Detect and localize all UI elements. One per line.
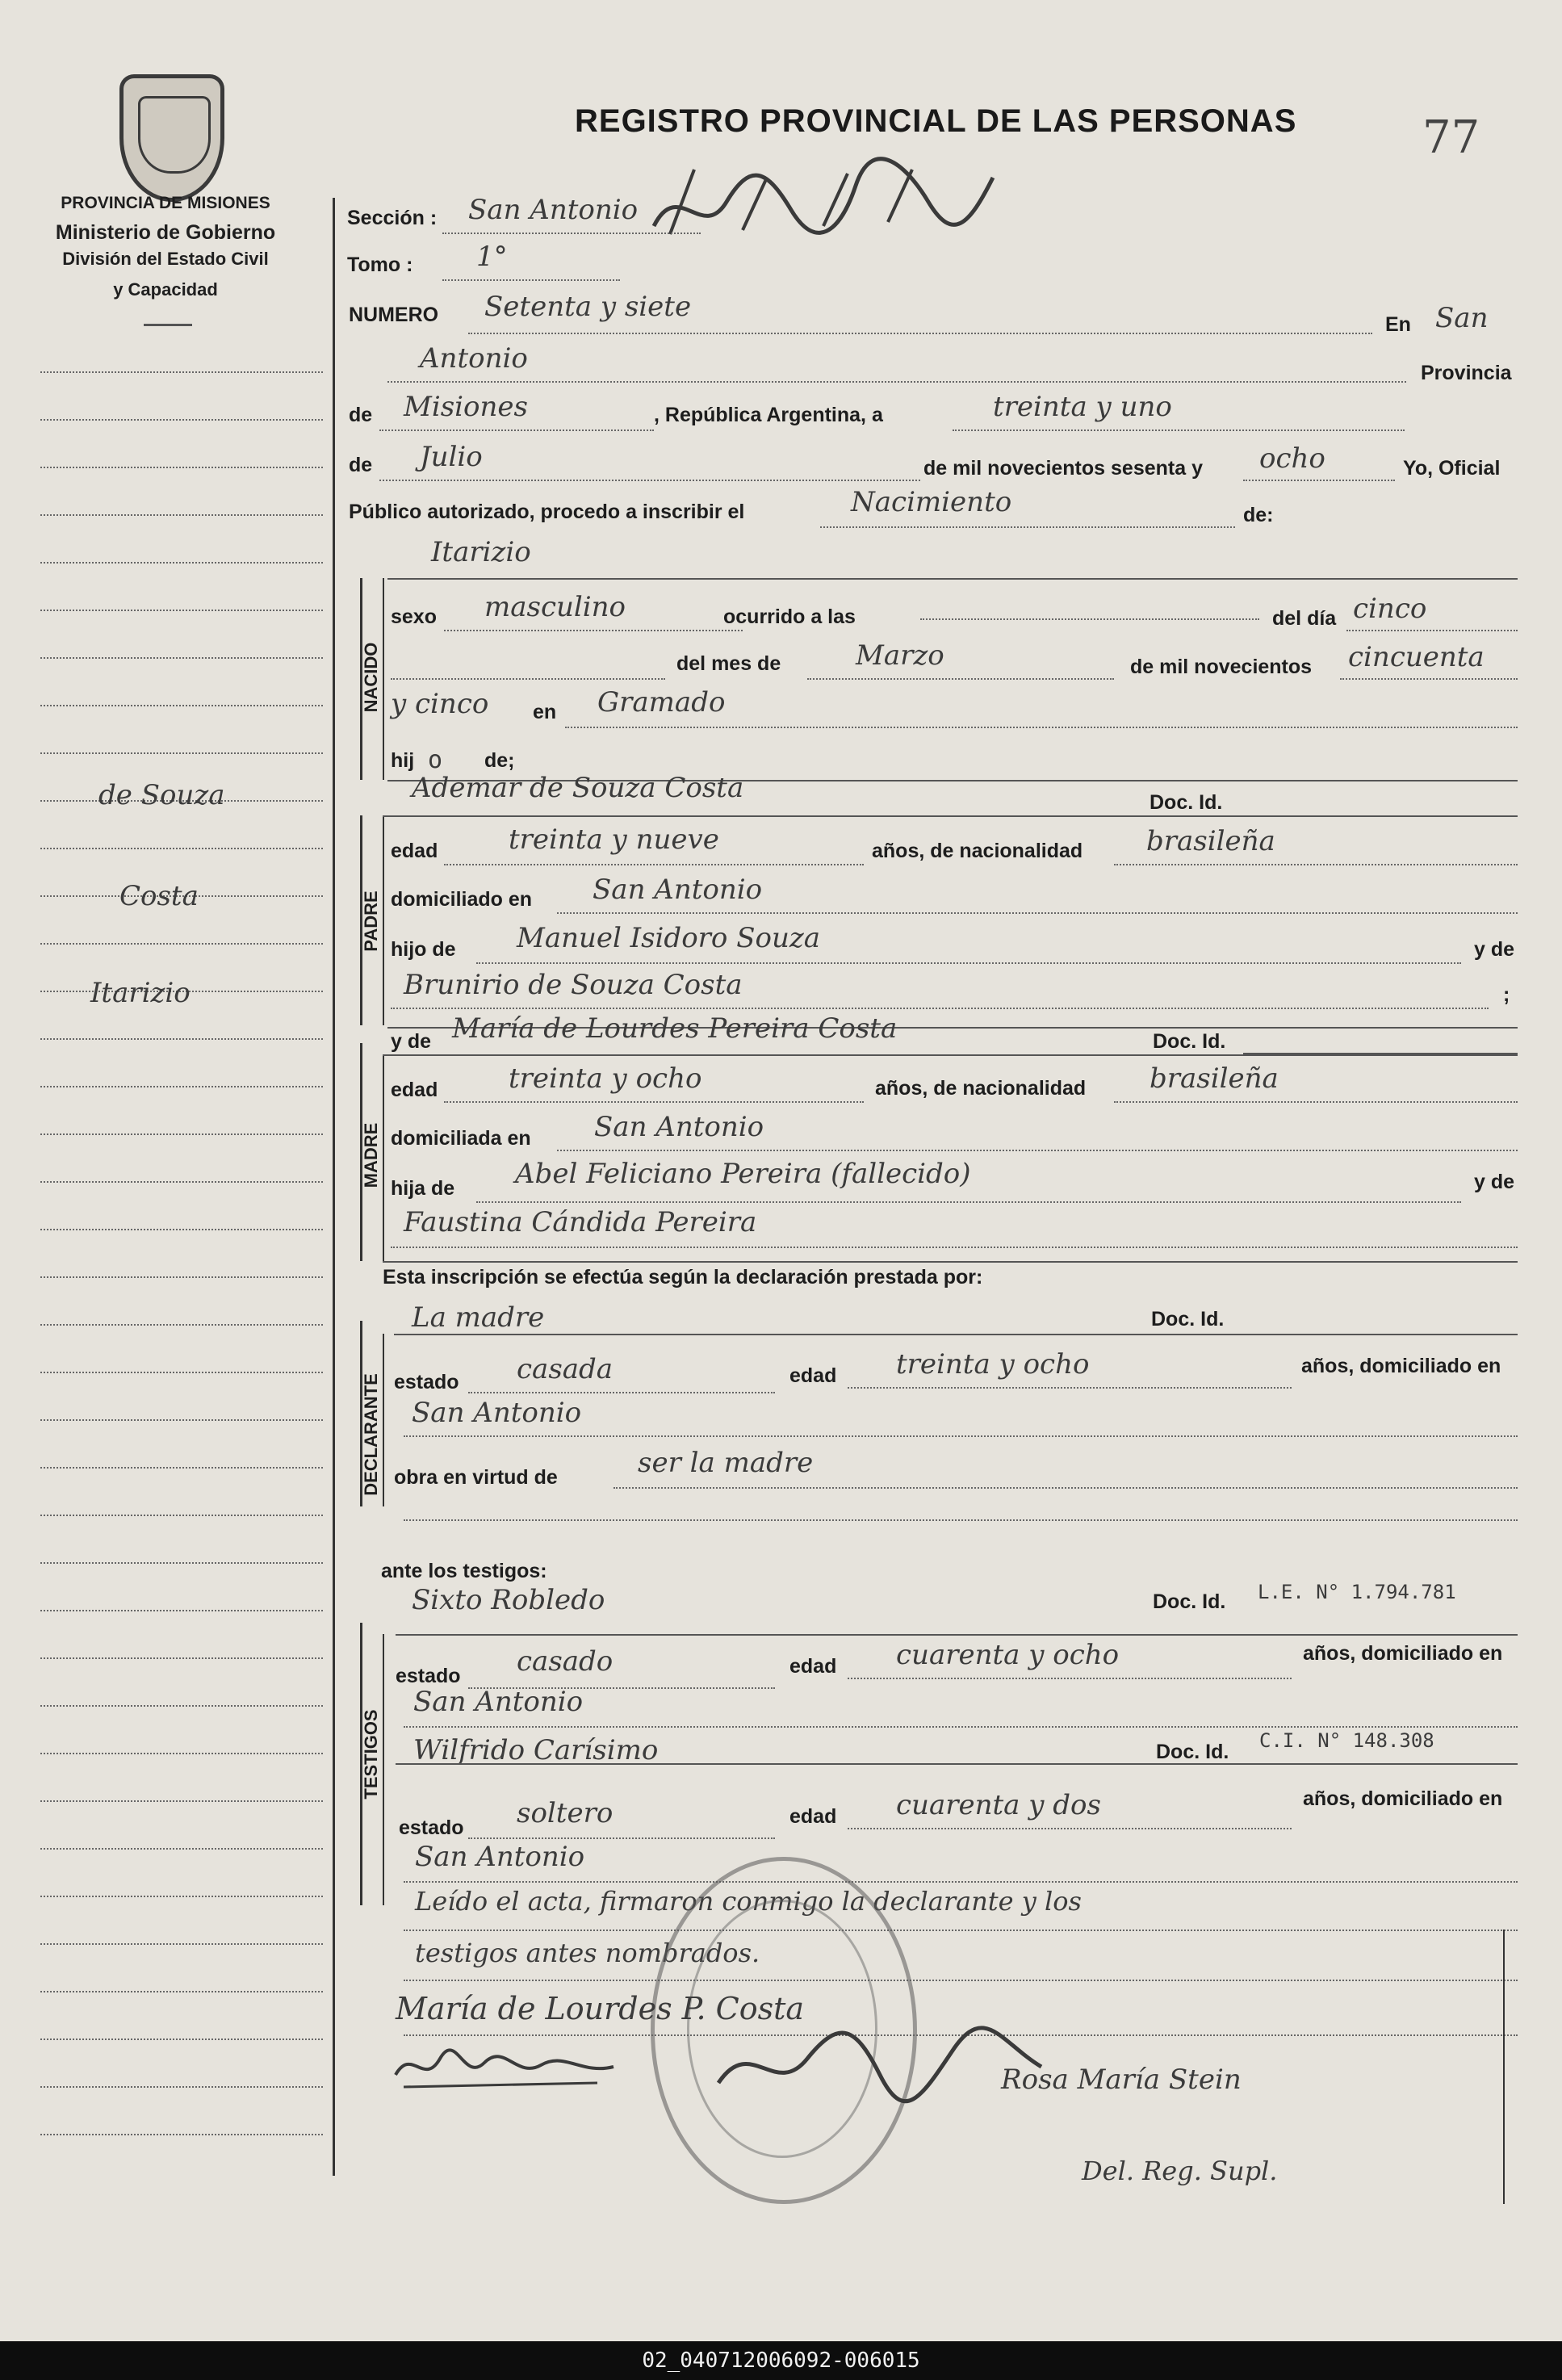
testigo2-nombre: Wilfrido Carísimo	[413, 1734, 659, 1766]
yo-label: Yo, Oficial	[1403, 457, 1501, 480]
dotline	[379, 429, 654, 431]
margin-dotline	[40, 943, 323, 945]
header-rule	[144, 324, 192, 326]
dotline	[848, 1678, 1292, 1679]
dotline	[565, 727, 1518, 728]
line	[383, 815, 1518, 817]
margin-dotline	[40, 1038, 323, 1040]
dotline	[442, 279, 620, 281]
padre-domicilio-value: San Antonio	[593, 874, 763, 906]
padre-nacionalidad-label: años, de nacionalidad	[872, 840, 1083, 862]
testigo2-doc: C.I. N° 148.308	[1259, 1729, 1434, 1752]
declarante-obra-label: obra en virtud de	[394, 1466, 558, 1489]
signature-madre: María de Lourdes P. Costa	[396, 1991, 805, 2026]
testigo1-edad: cuarenta y ocho	[896, 1639, 1120, 1671]
testigo1-doc: L.E. N° 1.794.781	[1258, 1581, 1456, 1603]
line	[396, 1763, 1518, 1765]
dotline	[404, 1881, 1518, 1883]
margin-dotline	[40, 1943, 323, 1945]
testigo1-estado-label: estado	[396, 1665, 461, 1687]
sexo-value: masculino	[484, 591, 626, 623]
seccion-value: San Antonio	[468, 194, 639, 226]
hijo-label: hij	[391, 749, 415, 772]
dotline	[1346, 630, 1518, 631]
padre-edad-value: treinta y nueve	[509, 823, 719, 856]
margin-dotline	[40, 1181, 323, 1183]
province-name: PROVINCIA DE MISIONES	[61, 194, 270, 212]
madre-nombre: María de Lourdes Pereira Costa	[452, 1012, 898, 1045]
testigo1-domicilio-label: años, domiciliado en	[1303, 1642, 1503, 1665]
dotline	[848, 1828, 1292, 1829]
crossed-out-scrawl	[646, 153, 1001, 250]
margin-dotline	[40, 1324, 323, 1326]
dotline	[391, 1008, 1489, 1009]
ocurrido-label: ocurrido a las	[723, 605, 856, 628]
testigo1-doc-label: Doc. Id.	[1153, 1590, 1226, 1613]
line	[396, 1634, 1518, 1636]
sexo-label: sexo	[391, 605, 437, 628]
testigo2-estado: soltero	[517, 1797, 613, 1829]
dotline	[820, 526, 1235, 528]
ministry-name: Ministerio de Gobierno	[55, 221, 276, 244]
margin-dotline	[40, 2134, 323, 2135]
madre-madre-value: Faustina Cándida Pereira	[404, 1206, 757, 1238]
dotline	[476, 1201, 1461, 1203]
dotline	[404, 1726, 1518, 1728]
margin-dotline	[40, 1467, 323, 1469]
margin-dotline	[40, 1800, 323, 1802]
testigo1-edad-label: edad	[789, 1655, 837, 1678]
madre-nacionalidad-value: brasileña	[1150, 1062, 1279, 1095]
line	[394, 1334, 1518, 1335]
tomo-label: Tomo :	[347, 254, 413, 276]
signature-title: Del. Reg. Supl.	[1082, 2156, 1278, 2186]
signature-testigo-scrawl	[387, 2043, 630, 2091]
hijo-de-label: de;	[484, 749, 515, 772]
margin-dotline	[40, 2086, 323, 2088]
hijo-value: o	[428, 746, 443, 774]
page-number: 77	[1422, 111, 1480, 164]
testigo1-domicilio: San Antonio	[413, 1686, 584, 1718]
margin-separator	[333, 198, 335, 2176]
dotline	[387, 381, 1406, 383]
leido-line-2: testigos antes nombrados.	[415, 1938, 760, 1968]
padre-madre-value: Brunirio de Souza Costa	[404, 969, 743, 1001]
margin-dotline	[40, 848, 323, 849]
margin-dotline	[40, 514, 323, 516]
division-name-2: y Capacidad	[113, 279, 218, 300]
dotline	[379, 480, 920, 481]
margin-dotline	[40, 562, 323, 564]
padre-nombre: Ademar de Souza Costa	[412, 772, 744, 804]
signature-stein: Rosa María Stein	[1001, 2064, 1242, 2096]
madre-doc-label: Doc. Id.	[1153, 1030, 1226, 1053]
document-title: REGISTRO PROVINCIAL DE LAS PERSONAS	[575, 103, 1297, 139]
tomo-value: 1°	[476, 241, 508, 273]
numero-label: NUMERO	[349, 304, 439, 326]
margin-dotline	[40, 371, 323, 373]
padre-hijo-value: Manuel Isidoro Souza	[517, 922, 821, 954]
margin-dotline	[40, 610, 323, 611]
margin-dotline	[40, 1276, 323, 1278]
dotline	[404, 1519, 1518, 1521]
en-value-2: Antonio	[420, 342, 528, 375]
dotline	[476, 962, 1461, 964]
testigo2-edad-label: edad	[789, 1805, 837, 1828]
image-identifier: 02_040712006092-006015	[0, 2341, 1562, 2380]
line	[387, 578, 1518, 580]
dotline	[1340, 678, 1518, 680]
provincia-label: Provincia	[1421, 362, 1512, 384]
dotline	[404, 1980, 1518, 1981]
margin-dotline	[40, 1896, 323, 1897]
side-label-testigos: TESTIGOS	[361, 1709, 381, 1800]
margin-note-3: Itarizio	[90, 977, 191, 1009]
dotline	[953, 429, 1405, 431]
side-label-declarante: DECLARANTE	[361, 1373, 381, 1496]
madre-nacionalidad-label: años, de nacionalidad	[875, 1077, 1087, 1100]
section-bracket	[383, 1334, 384, 1506]
anio-value: ocho	[1259, 442, 1325, 475]
dotline	[404, 1435, 1518, 1437]
margin-dotline	[40, 1229, 323, 1230]
dotline	[468, 1837, 775, 1839]
section-bracket	[383, 815, 384, 1025]
testigo2-doc-label: Doc. Id.	[1156, 1741, 1229, 1763]
padre-doc-label: Doc. Id.	[1150, 791, 1223, 814]
del-mes-label: del mes de	[676, 652, 781, 675]
testigos-intro: ante los testigos:	[381, 1560, 547, 1582]
coat-of-arms-seal	[119, 74, 224, 202]
dotline	[468, 333, 1372, 334]
dia-value: treinta y uno	[993, 391, 1172, 423]
declarante-nombre: La madre	[412, 1301, 545, 1334]
margin-dotline	[40, 657, 323, 659]
dotline	[391, 678, 665, 680]
testigo1-nombre: Sixto Robledo	[412, 1584, 605, 1616]
declarante-edad-label: edad	[789, 1364, 837, 1387]
padre-domicilio-label: domiciliado en	[391, 888, 533, 911]
testigo1-estado: casado	[517, 1645, 613, 1678]
line	[383, 1261, 1518, 1263]
margin-dotline	[40, 1562, 323, 1564]
margin-dotline	[40, 1515, 323, 1516]
seccion-label: Sección :	[347, 207, 438, 229]
margin-dotline	[40, 1848, 323, 1850]
madre-domicilio-label: domiciliada en	[391, 1127, 531, 1150]
margin-dotline	[40, 1991, 323, 1992]
margin-dotline	[40, 1753, 323, 1754]
margin-note-1: de Souza	[98, 779, 225, 811]
acto-value: Nacimiento	[851, 486, 1012, 518]
declarante-domicilio-value: San Antonio	[412, 1397, 582, 1429]
margin-dotline	[40, 1705, 323, 1707]
madre-yde2-label: y de	[1474, 1171, 1515, 1193]
dotline	[557, 912, 1518, 914]
del-dia-label: del día	[1272, 607, 1337, 630]
en-label: en	[533, 701, 557, 723]
dotline	[444, 864, 864, 865]
dotline	[613, 1487, 1518, 1489]
line	[383, 1054, 1518, 1056]
madre-hija-label: hija de	[391, 1177, 455, 1200]
dotline	[1114, 1101, 1518, 1103]
testigo2-edad: cuarenta y dos	[896, 1789, 1101, 1821]
mes-value: Julio	[420, 441, 483, 473]
madre-domicilio-value: San Antonio	[594, 1111, 764, 1143]
mil-label: de mil novecientos sesenta y	[923, 457, 1203, 480]
padre-yde-label: y de	[1474, 938, 1515, 961]
declarante-edad-value: treinta y ocho	[896, 1348, 1090, 1381]
en-label: En	[1385, 313, 1411, 336]
dotline	[1114, 864, 1518, 865]
declarante-doc-label: Doc. Id.	[1151, 1308, 1225, 1330]
mil-label: de mil novecientos	[1130, 656, 1313, 678]
section-bracket	[383, 1634, 384, 1905]
padre-nacionalidad-value: brasileña	[1146, 825, 1275, 857]
margin-dotline	[40, 1372, 323, 1373]
testigo2-domicilio-label: años, domiciliado en	[1303, 1787, 1503, 1810]
margin-dotline	[40, 1086, 323, 1087]
margin-dotline	[40, 1610, 323, 1611]
madre-edad-label: edad	[391, 1079, 438, 1101]
division-name: División del Estado Civil	[62, 249, 269, 269]
margin-dotline	[40, 752, 323, 754]
declarante-domicilio-label: años, domiciliado en	[1301, 1355, 1501, 1377]
margin-dotline	[40, 467, 323, 468]
numero-value: Setenta y siete	[484, 291, 692, 323]
margin-dotline	[40, 1657, 323, 1659]
semicolon: ;	[1503, 983, 1510, 1006]
republica-label: , República Argentina, a	[654, 404, 883, 426]
margin-dotline	[40, 2039, 323, 2040]
section-bracket	[383, 1054, 384, 1261]
right-rule	[1503, 1930, 1505, 2204]
declarante-intro: Esta inscripción se efectúa según la declaración prestada por:	[383, 1266, 983, 1288]
dotline	[442, 233, 701, 234]
margin-dotline	[40, 705, 323, 706]
side-label-madre: MADRE	[361, 1122, 381, 1188]
madre-edad-value: treinta y ocho	[509, 1062, 702, 1095]
margin-note-2: Costa	[119, 880, 199, 912]
dotline	[1243, 480, 1395, 481]
lugar-value: Gramado	[597, 686, 726, 719]
madre-yde-label: y de	[391, 1030, 432, 1053]
provincia-value: Misiones	[404, 391, 528, 423]
side-label-nacido: NACIDO	[361, 642, 381, 713]
de2-label: de	[349, 454, 373, 476]
leido-line-1: Leído el acta, firmaron conmigo la declarante y los	[415, 1886, 1082, 1917]
signature-robledo-scrawl	[710, 2018, 1049, 2107]
margin-dotline	[40, 419, 323, 421]
dia-value: cinco	[1353, 593, 1427, 625]
dotline	[468, 1392, 775, 1393]
de-label: de	[349, 404, 373, 426]
de3-label: de:	[1243, 504, 1274, 526]
dotline	[848, 1387, 1292, 1389]
dotline	[807, 678, 1114, 680]
padre-edad-label: edad	[391, 840, 438, 862]
testigo2-domicilio: San Antonio	[415, 1841, 585, 1873]
madre-hija-value: Abel Feliciano Pereira (fallecido)	[515, 1158, 971, 1190]
nombre-value: Itarizio	[431, 536, 531, 568]
publico-label: Público autorizado, procedo a inscribir el	[349, 501, 745, 523]
section-bracket	[383, 578, 384, 780]
declarante-obra-value: ser la madre	[638, 1447, 814, 1479]
anio-value-2: y cinco	[391, 688, 489, 720]
margin-dotline	[40, 1419, 323, 1421]
side-label-padre: PADRE	[361, 890, 381, 952]
dotline	[404, 1930, 1518, 1931]
en-value: San	[1435, 302, 1489, 334]
mes-value: Marzo	[856, 639, 944, 672]
declarante-estado-value: casada	[517, 1353, 613, 1385]
dotline	[920, 618, 1259, 620]
dotline	[391, 1247, 1518, 1248]
declarante-estado-label: estado	[394, 1371, 459, 1393]
margin-dotline	[40, 1133, 323, 1135]
dotline	[557, 1150, 1518, 1151]
dotline	[444, 630, 743, 631]
padre-hijo-label: hijo de	[391, 938, 456, 961]
anio-value: cincuenta	[1348, 641, 1485, 673]
dotline	[444, 1101, 864, 1103]
testigo2-estado-label: estado	[399, 1816, 464, 1839]
